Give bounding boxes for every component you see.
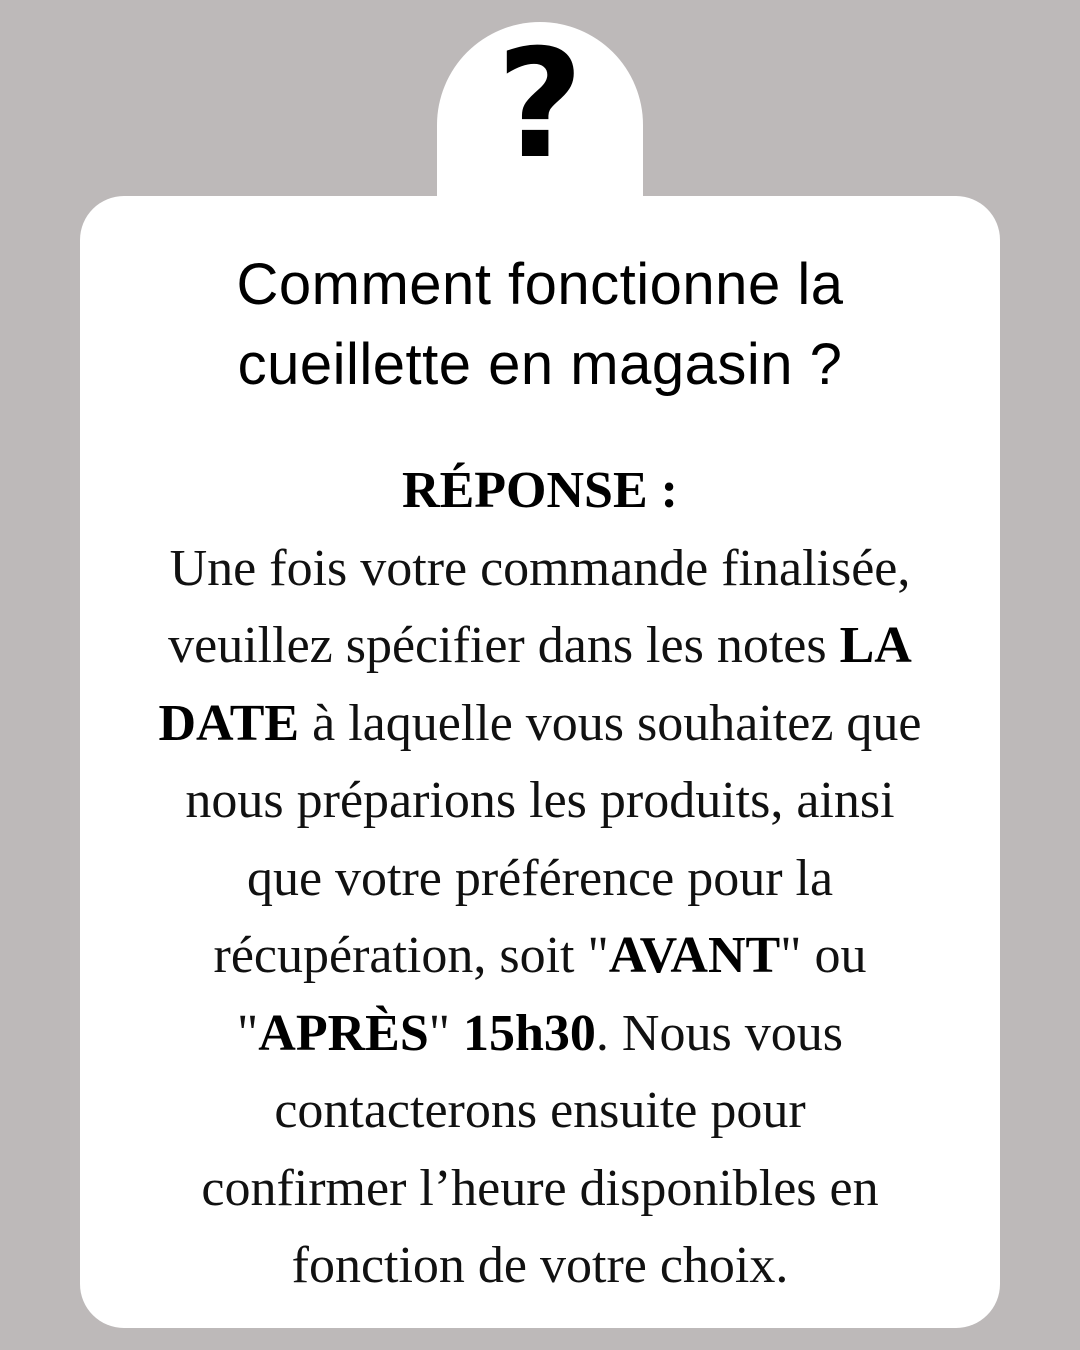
answer-line-10: fonction de votre choix. xyxy=(291,1237,789,1294)
answer-heading: RÉPONSE : xyxy=(402,462,678,519)
answer-line-8: contacterons ensuite pour xyxy=(274,1082,806,1139)
answer-line-9: confirmer l’heure disponibles en xyxy=(201,1159,879,1217)
answer-line-1: Une fois votre commande finalisée, xyxy=(169,539,911,597)
question-title xyxy=(80,245,1000,405)
answer-line-3: DATE à laquelle vous souhaitez que xyxy=(158,694,922,752)
question-line-2: cueillette en magasin ? xyxy=(237,332,843,397)
question-mark-icon: ? xyxy=(496,18,584,192)
answer-line-2: veuillez spécifier dans les notes LA xyxy=(168,617,912,674)
answer-line-7: "APRÈS" 15h30. Nous vous xyxy=(237,1004,843,1062)
question-line-1: Comment fonctionne la xyxy=(236,252,844,317)
answer-text xyxy=(80,452,1000,1305)
answer-line-6: récupération, soit "AVANT" ou xyxy=(213,927,867,984)
answer-line-5: que votre préférence pour la xyxy=(246,849,834,907)
answer-line-4: nous préparions les produits, ainsi xyxy=(185,772,895,829)
